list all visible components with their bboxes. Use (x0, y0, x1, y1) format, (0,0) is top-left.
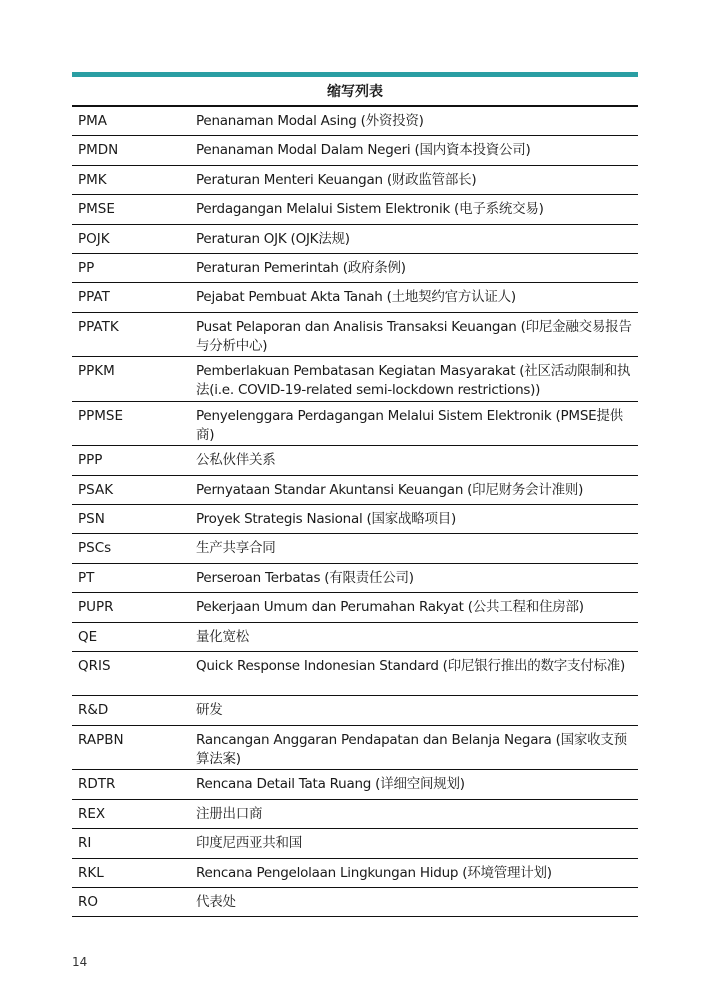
definition-cell: Perdagangan Melalui Sistem Elektronik (电子系统交易) (196, 201, 544, 218)
abbreviation-cell: R&D (78, 702, 109, 719)
table-row (72, 195, 638, 224)
table-row (72, 534, 638, 563)
abbreviation-cell: PPATK (78, 318, 119, 335)
definition-cell: 印度尼西亚共和国 (196, 835, 302, 852)
table-row (72, 313, 638, 358)
table-row (72, 446, 638, 475)
definition-cell: Penanaman Modal Asing (外资投资) (196, 113, 424, 129)
table-row (72, 225, 638, 254)
table-row (72, 652, 638, 697)
abbreviation-cell: PSCs (78, 540, 112, 557)
table-row (72, 593, 638, 622)
table-row (72, 696, 638, 725)
abbreviation-cell: PPKM (78, 363, 115, 380)
abbreviation-cell: RI (78, 835, 92, 852)
definition-cell: Perseroan Terbatas (有限责任公司) (196, 569, 414, 586)
abbreviation-cell: PMA (78, 113, 108, 129)
definition-cell: 注册出口商 (196, 805, 263, 822)
definition-cell: Quick Response Indonesian Standard (印尼银行推出的数字支付标准) (196, 657, 625, 674)
definition-cell: 公私伙伴关系 (196, 452, 276, 469)
definition-cell: Peraturan OJK (OJK法规) (196, 230, 350, 247)
page-number: 14 (72, 955, 88, 969)
table-row (72, 166, 638, 195)
definition-cell: 代表处 (196, 893, 236, 910)
table-row (72, 770, 638, 799)
table-body (72, 107, 638, 917)
definition-cell: Rencana Detail Tata Ruang (详细空间规划) (196, 776, 465, 793)
definition-cell: Penanaman Modal Dalam Negeri (国内資本投資公司) (196, 142, 531, 159)
table-row (72, 829, 638, 858)
abbreviation-cell: PPMSE (78, 407, 124, 424)
definition-cell: 生产共享合同 (196, 540, 276, 557)
abbreviation-cell: PMSE (78, 201, 115, 218)
table-row (72, 476, 638, 505)
definition-cell: Rancangan Anggaran Pendapatan dan Belanja Negara (国家收支预算法案) (196, 731, 627, 767)
table-row (72, 505, 638, 534)
definition-cell: Proyek Strategis Nasional (国家战略项目) (196, 511, 457, 528)
abbreviation-cell: QRIS (78, 657, 111, 674)
table-row (72, 357, 638, 402)
abbreviation-cell: PPP (78, 452, 103, 469)
definition-cell: 量化宽松 (196, 628, 249, 645)
definition-cell: Penyelenggara Perdagangan Melalui Sistem Elektronik (PMSE提供商) (196, 407, 623, 443)
definition-cell: Pusat Pelaporan dan Analisis Transaksi Keuangan (印尼金融交易报告与分析中心) (196, 318, 632, 354)
definition-cell: Pekerjaan Umum dan Perumahan Rakyat (公共工程和住房部) (196, 599, 584, 616)
table-row (72, 859, 638, 888)
abbreviation-cell: PSN (78, 511, 105, 528)
table-row (72, 564, 638, 593)
table-row (72, 254, 638, 283)
definition-cell: 研发 (196, 702, 223, 719)
table-row (72, 283, 638, 312)
abbreviation-cell: PUPR (78, 599, 114, 616)
abbreviation-cell: PSAK (78, 481, 114, 498)
table-row (72, 402, 638, 447)
abbreviation-cell: QE (78, 628, 98, 645)
abbreviation-cell: POJK (78, 230, 110, 247)
abbreviation-cell: PT (78, 569, 95, 586)
abbreviation-cell: REX (78, 805, 106, 822)
abbreviation-cell: RDTR (78, 776, 116, 793)
table-row (72, 623, 638, 652)
abbreviation-cell: RAPBN (78, 731, 124, 748)
table-row (72, 107, 638, 136)
abbreviation-table (72, 72, 638, 917)
table-row (72, 726, 638, 771)
definition-cell: Pemberlakuan Pembatasan Kegiatan Masyarakat (社区活动限制和执法(i.e. COVID-19-related semi-lockdown restrictions)) (196, 363, 631, 399)
abbreviation-cell: PMDN (78, 142, 119, 159)
table-row (72, 888, 638, 917)
abbreviation-cell: PPAT (78, 289, 110, 306)
definition-cell: Peraturan Menteri Keuangan (财政监管部长) (196, 171, 477, 188)
abbreviation-cell: PP (78, 259, 95, 276)
table-row (72, 136, 638, 165)
table-row (72, 800, 638, 829)
abbreviation-cell: PMK (78, 171, 107, 188)
definition-cell: Rencana Pengelolaan Lingkungan Hidup (环境管理计划) (196, 864, 552, 881)
table-title: 缩写列表 (72, 77, 638, 107)
abbreviation-cell: RKL (78, 864, 104, 881)
definition-cell: Pejabat Pembuat Akta Tanah (土地契约官方认证人) (196, 289, 516, 306)
abbreviation-cell: RO (78, 893, 99, 910)
definition-cell: Peraturan Pemerintah (政府条例) (196, 259, 406, 276)
definition-cell: Pernyataan Standar Akuntansi Keuangan (印尼财务会计准则) (196, 481, 584, 498)
